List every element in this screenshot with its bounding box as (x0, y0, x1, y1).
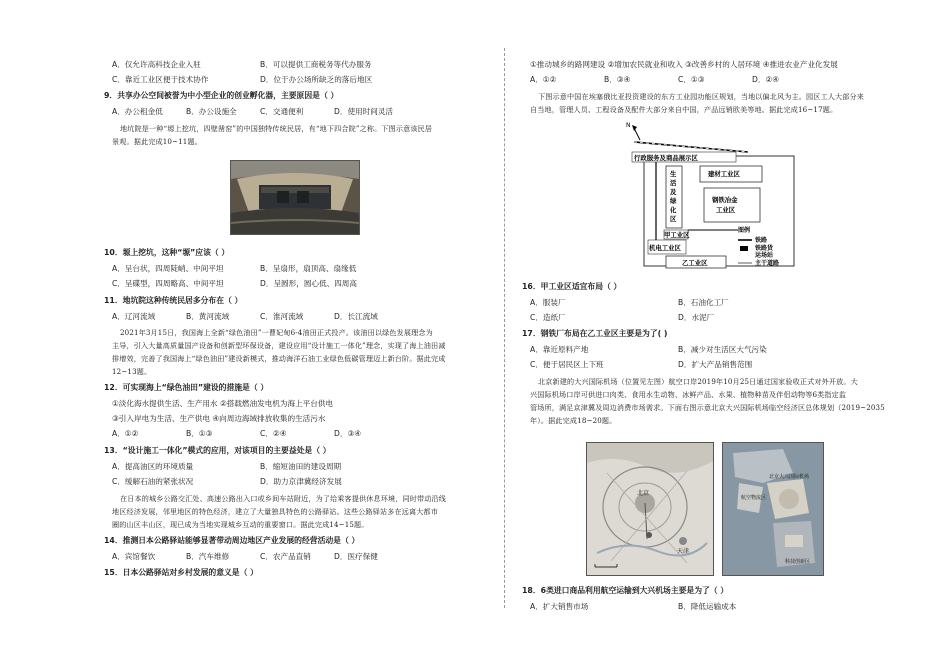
north-label: N (626, 122, 631, 129)
zone-life-char-1: 生 (670, 170, 677, 178)
label-tianjin: 天津 (677, 548, 690, 555)
passage5-line3: 管场所，满足京津冀及周边消费市场需求。下面右图示意北京大兴国际机场临空经济区总体规划（2019~2035 (530, 403, 885, 412)
passage3-line1: 在日本的城乡公路交汇处、高速公路出入口或乡间车站附近，为了给乘客提供休息环境，同时带动沿线 (120, 494, 446, 503)
railway-line (634, 142, 748, 152)
q14-option-c: C．农产品直销 (260, 552, 311, 561)
q18-option-a: A．扩大销售市场 (530, 602, 589, 611)
q16-option-c: C．造纸厂 (530, 313, 566, 322)
q8-option-d: D．位于办公场所缺乏的落后地区 (260, 75, 373, 84)
q13-option-c: C．缓解石油的紧张状况 (112, 477, 194, 486)
q18-stem: 18．6类进口商品利用航空运输到大兴机场主要是为了（ ） (522, 586, 729, 595)
label-zone-a: 航空物流区 (741, 495, 767, 501)
legend-station-label-2: 运场站 (755, 252, 774, 259)
q12-option-d: D．③④ (334, 429, 362, 438)
q11-option-c: C．淮河流域 (260, 312, 304, 321)
q15-option-d: D．②④ (752, 75, 780, 84)
q12-stem: 12．可实现海上“绿色油田”建设的措施是（ ） (104, 383, 269, 392)
zone-steel-box (704, 188, 760, 222)
passage1-line2: 景观。据此完成10~11题。 (112, 137, 202, 146)
q12-option-c: C．②④ (260, 429, 287, 438)
q15-stem: 15．日本公路驿站对乡村发展的意义是（ ） (104, 568, 258, 577)
q9-option-d: D．使用时间灵活 (334, 107, 394, 116)
passage2-line3: 排增效，完善了我国海上“绿色油田”建设新模式，推动海洋石油工业绿色低碳管理迈上新台阶。据此完成 (112, 354, 446, 363)
q18-option-b: B．降低运输成本 (678, 602, 737, 611)
q17-option-c: C．便于居民区上下班 (530, 360, 604, 369)
north-arrow-icon (626, 122, 640, 140)
passage5-line4: 年）。据此完成18~20题。 (530, 416, 617, 425)
zone-steel-label-1: 钢铁冶金 (712, 196, 738, 204)
q12-option-b: B．①③ (186, 429, 213, 438)
zone-life-char-3: 及 (670, 188, 677, 196)
q11-option-d: D．长江流域 (334, 312, 378, 321)
zone-exhibit-label: 行政服务及商品展示区 (634, 154, 698, 162)
q11-option-b: B．黄河流域 (186, 312, 230, 321)
legend-rail-label: 铁路 (755, 237, 768, 244)
q16-option-d: D．水泥厂 (678, 313, 715, 322)
q12-item-2: ③引入岸电为生活、生产供电 ④向周边海域排放收集的生活污水 (112, 414, 326, 423)
legend-road-label: 主干道路 (755, 260, 780, 267)
passage4-line1: 下图示意中国在埃塞俄比亚投资建设的东方工业园功能区规划，当地以偏北风为主。园区工人大部分来 (538, 92, 864, 101)
q15-option-c: C．①③ (678, 75, 705, 84)
zone-steel-label-2: 工业区 (716, 206, 736, 214)
q13-option-b: B．缩短油田的建设周期 (260, 462, 342, 471)
q9-option-b: B．办公设施全 (186, 107, 237, 116)
passage2-line4: 12~13题。 (112, 367, 152, 376)
zone-jia-label: 甲工业区 (664, 231, 690, 239)
q11-option-a: A．辽河流域 (112, 312, 156, 321)
q14-option-d: D．医疗保健 (334, 552, 378, 561)
q14-option-a: A．宾馆餐饮 (112, 552, 156, 561)
q15-items: ①推动城乡的路网建设 ②增加农民就业和收入 ③改善乡村的人居环境 ④推进农业产业化发展 (530, 60, 838, 69)
q16-option-b: B．石油化工厂 (678, 298, 729, 307)
q10-option-d: D．呈圆形，圆心低、四周高 (260, 279, 357, 288)
q16-option-a: A．服装厂 (530, 298, 566, 307)
passage5-line2: 兴国际机场口岸可供进口肉类、食用水生动物、冰鲜产品、水果、植物种苗及伴侣动物等6类指定监 (530, 390, 847, 399)
q10-option-a: A．呈台状，四周陡峭、中间平坦 (112, 264, 224, 273)
q15-option-a: A．①② (530, 75, 557, 84)
passage2-line2: 主导，引入大量高质量国产设备和创新型环保设备，建设应用“设计施工一体化”理念，实现了海上油田减 (112, 341, 446, 350)
airport-economic-zone-plan (722, 442, 824, 576)
passage5-line1: 北京新建的大兴国际机场（位置见左图）航空口岸2019年10月25日通过国家验收正式对外开放。大 (538, 377, 858, 386)
q16-stem: 16．甲工业区适宜布局（ ） (522, 282, 622, 291)
passage3-line3: 圈的山区丰山区，现已成为当地实现城乡互动的重要窗口。据此完成14~15题。 (112, 520, 369, 529)
passage1-line1: 地坑院是一种“塬上挖坑，四壁凿窑”的中国独特传统民居，有“地下四合院”之称。下图示意该民居 (120, 124, 433, 133)
industrial-park-map-svg (626, 122, 812, 272)
q11-stem: 11．地坑院这种传统民居多分布在（ ） (104, 296, 243, 305)
q13-stem: 13．“设计施工一体化”模式的应用，对该项目的主要益处是（ ） (104, 446, 331, 455)
q15-option-b: B．③④ (604, 75, 631, 84)
q10-option-b: B．呈扇形，扇顶高、扇缘低 (260, 264, 357, 273)
q9-option-a: A．办公租金低 (112, 107, 163, 116)
label-daxing-airport: 北京大兴国际机场 (769, 474, 810, 480)
passage2-line1: 2021年3月15日，我国海上全新“绿色油田”一曹妃甸6-4油田正式投产。该油田以绿色发展理念为 (120, 328, 433, 337)
q14-stem: 14．推测日本公路驿站能够显著带动周边地区产业发展的经营活动是（ ） (104, 536, 360, 545)
q17-option-a: A．靠近原料产地 (530, 345, 589, 354)
zone-build-label: 建材工业区 (708, 170, 740, 178)
q14-option-b: B．汽车维修 (186, 552, 230, 561)
passage4-line2: 自当地，管理人员、工程设备及配件大部分来自中国，产品远销欧美等地。据此完成16~17题。 (530, 105, 838, 114)
cave-dwelling-photo (230, 160, 360, 235)
q10-stem: 10．塬上挖坑，这种“塬”应该（ ） (104, 248, 230, 257)
q9-stem: 9．共享办公空间被誉为中小型企业的创业孵化器，主要原因是（ ） (104, 91, 339, 100)
q12-option-a: A．①② (112, 429, 139, 438)
zone-yi-label: 乙工业区 (682, 259, 708, 267)
zone-life-char-6: 区 (670, 215, 677, 223)
q13-option-d: D．助力京津冀经济发展 (260, 477, 342, 486)
q17-option-d: D．扩大产品销售范围 (678, 360, 753, 369)
label-beijing: 北京 (637, 490, 650, 497)
zone-life-char-4: 绿 (670, 197, 677, 205)
legend-station-label-1: 铁路货 (755, 245, 774, 252)
q17-option-b: B．减少对生活区大气污染 (678, 345, 767, 354)
zone-mech-label: 机电工业区 (649, 244, 681, 252)
q9-option-c: C．交通便利 (260, 107, 304, 116)
q13-option-a: A．提高油区的环境质量 (112, 462, 194, 471)
q8-option-a: A．仅允许高科技企业入驻 (112, 60, 201, 69)
industrial-park-map (626, 122, 812, 272)
q17-stem: 17．钢铁厂布局在乙工业区主要是为了( ) (522, 329, 668, 338)
legend-station-symbol (740, 246, 748, 251)
airport-location-map (586, 442, 714, 576)
q12-item-1: ①淡化海水提供生活、生产用水 ②搭载燃油发电机为海上平台供电 (112, 399, 334, 408)
legend-title: 图例 (738, 227, 751, 234)
column-divider (504, 48, 505, 608)
zone-life-char-2: 活 (670, 179, 677, 187)
q8-option-b: B．可以提供工商税务等代办服务 (260, 60, 372, 69)
q10-option-c: C．呈碟型，四周略高、中间平坦 (112, 279, 224, 288)
zone-life-char-5: 化 (670, 206, 677, 214)
map-legend (738, 226, 779, 267)
passage3-line2: 地区经济发展，邻里地区的特色经济，建立了大量独具特色的公路驿站。这些公路驿站多在远离大都市 (112, 507, 438, 516)
q8-option-c: C．靠近工业区便于技术协作 (112, 75, 209, 84)
label-zone-b: 科技创新区 (785, 559, 811, 565)
